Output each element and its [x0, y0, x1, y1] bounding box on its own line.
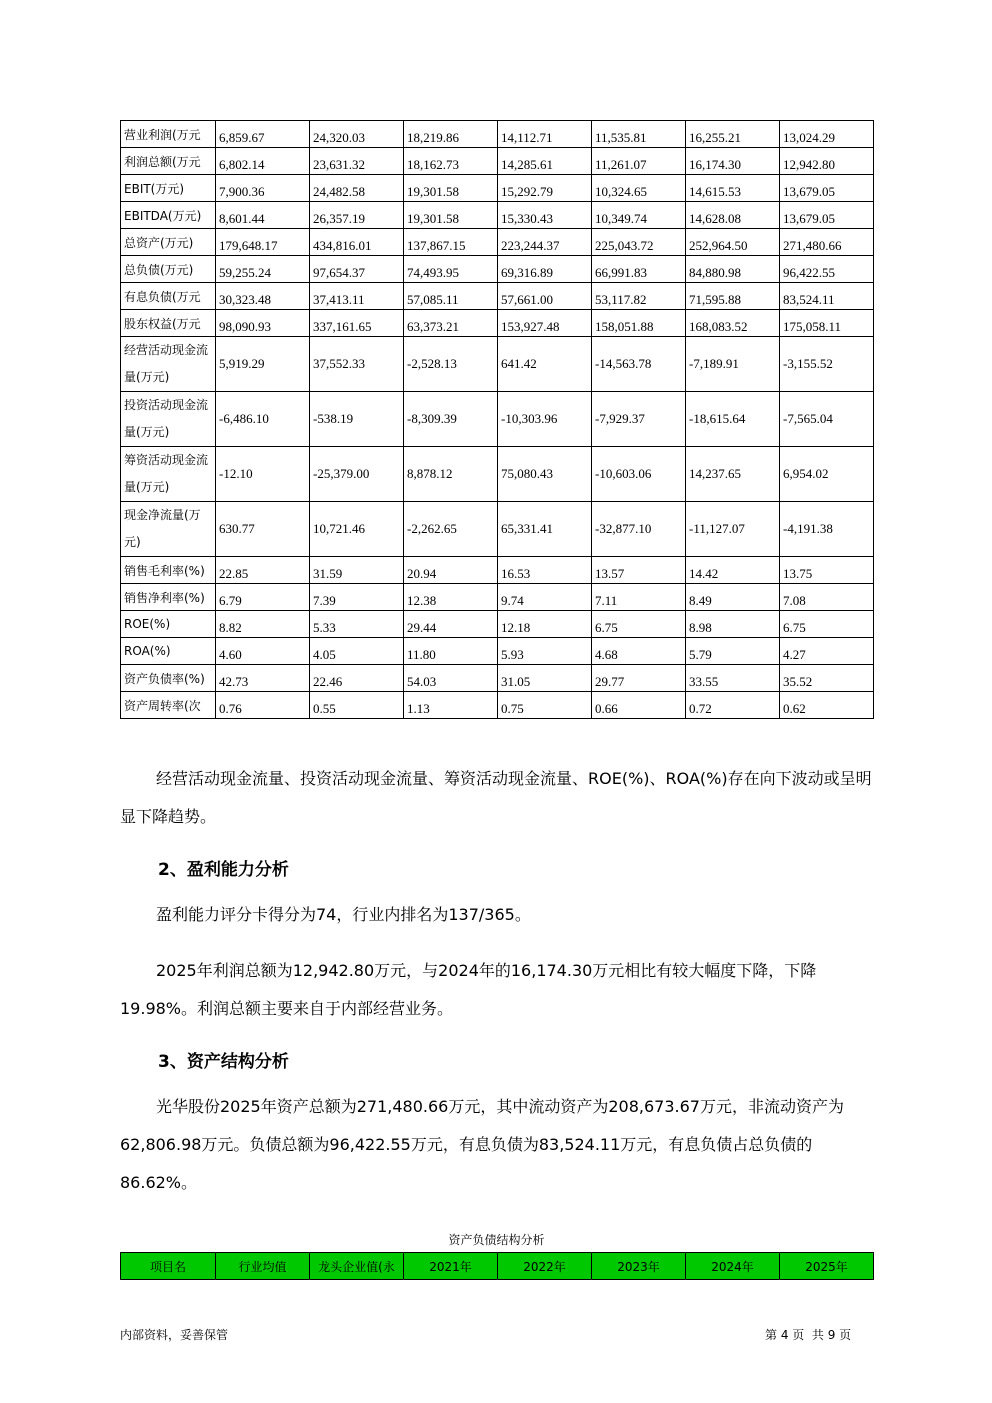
cell-value: 11,535.81: [592, 121, 686, 148]
cell-value: 223,244.37: [498, 229, 592, 256]
table-row: [121, 638, 874, 665]
cell-value: 26,357.19: [310, 202, 404, 229]
cell-value: 69,316.89: [498, 256, 592, 283]
cell-value: 6.75: [592, 611, 686, 638]
cell-value: 29.44: [404, 611, 498, 638]
cell-value: 271,480.66: [780, 229, 874, 256]
cell-value: 19,301.58: [404, 175, 498, 202]
cell-value: 1.13: [404, 692, 498, 719]
cell-value: -7,565.04: [780, 392, 874, 447]
cell-value: 5,919.29: [216, 337, 310, 392]
table-row: [121, 337, 874, 392]
cell-value: 18,219.86: [404, 121, 498, 148]
cell-value: 13,024.29: [780, 121, 874, 148]
cell-value: 22.85: [216, 557, 310, 584]
table-row: [121, 310, 874, 337]
cell-value: 6,802.14: [216, 148, 310, 175]
cell-value: -32,877.10: [592, 502, 686, 557]
column-header: 2024年: [686, 1253, 780, 1280]
cell-value: -6,486.10: [216, 392, 310, 447]
column-header: 2021年: [404, 1253, 498, 1280]
table-row: [121, 256, 874, 283]
table-row: [121, 447, 874, 502]
cell-value: -11,127.07: [686, 502, 780, 557]
cell-value: 337,161.65: [310, 310, 404, 337]
cell-value: 6.75: [780, 611, 874, 638]
row-label: ROE(%): [121, 611, 216, 638]
cell-value: 11.80: [404, 638, 498, 665]
cell-value: 13.75: [780, 557, 874, 584]
cell-value: 33.55: [686, 665, 780, 692]
cell-value: 9.74: [498, 584, 592, 611]
cell-value: 19,301.58: [404, 202, 498, 229]
row-label: 资产周转率(次: [121, 692, 216, 719]
cell-value: 4.05: [310, 638, 404, 665]
cell-value: 5.79: [686, 638, 780, 665]
cell-value: 16.53: [498, 557, 592, 584]
row-label: 有息负债(万元: [121, 283, 216, 310]
cell-value: 630.77: [216, 502, 310, 557]
cell-value: 15,292.79: [498, 175, 592, 202]
cell-value: 83,524.11: [780, 283, 874, 310]
cell-value: 0.76: [216, 692, 310, 719]
cell-value: 252,964.50: [686, 229, 780, 256]
cell-value: 18,162.73: [404, 148, 498, 175]
section-3-paragraph-1: 光华股份2025年资产总额为271,480.66万元，其中流动资产为208,673.67万元，非流动资产为62,806.98万元。负债总额为96,422.55万元，有息负债为83,524.11万元，有息负债占总负债的86.62%。: [120, 1097, 844, 1192]
cell-value: -2,262.65: [404, 502, 498, 557]
cell-value: 5.93: [498, 638, 592, 665]
cell-value: 42.73: [216, 665, 310, 692]
cell-value: 0.75: [498, 692, 592, 719]
cell-value: 12.18: [498, 611, 592, 638]
footer-left: 内部资料，妥善保管: [120, 1328, 229, 1342]
cell-value: 6,859.67: [216, 121, 310, 148]
cell-value: -12.10: [216, 447, 310, 502]
cell-value: 63,373.21: [404, 310, 498, 337]
row-label: 资产负债率(%): [121, 665, 216, 692]
row-label: 筹资活动现金流量(万元): [121, 447, 216, 502]
cell-value: 8,601.44: [216, 202, 310, 229]
cell-value: 153,927.48: [498, 310, 592, 337]
cell-value: 59,255.24: [216, 256, 310, 283]
cell-value: 8.49: [686, 584, 780, 611]
cell-value: 641.42: [498, 337, 592, 392]
cell-value: 4.27: [780, 638, 874, 665]
cell-value: 14,615.53: [686, 175, 780, 202]
cell-value: 8,878.12: [404, 447, 498, 502]
row-label: 销售净利率(%): [121, 584, 216, 611]
cell-value: 31.05: [498, 665, 592, 692]
cell-value: 74,493.95: [404, 256, 498, 283]
column-header: 2023年: [592, 1253, 686, 1280]
cell-value: 37,413.11: [310, 283, 404, 310]
cell-value: -18,615.64: [686, 392, 780, 447]
cell-value: 57,085.11: [404, 283, 498, 310]
cell-value: -8,309.39: [404, 392, 498, 447]
table-row: [121, 283, 874, 310]
table-row: [121, 202, 874, 229]
financial-indicator-table: [120, 120, 874, 719]
row-label: 销售毛利率(%): [121, 557, 216, 584]
cell-value: 0.66: [592, 692, 686, 719]
cell-value: 6,954.02: [780, 447, 874, 502]
cell-value: 16,174.30: [686, 148, 780, 175]
cell-value: -7,189.91: [686, 337, 780, 392]
cell-value: 14,112.71: [498, 121, 592, 148]
row-label: EBITDA(万元): [121, 202, 216, 229]
cell-value: 22.46: [310, 665, 404, 692]
cell-value: 15,330.43: [498, 202, 592, 229]
section-2-heading: 2、盈利能力分析: [158, 860, 289, 880]
cell-value: 98,090.93: [216, 310, 310, 337]
row-label: 利润总额(万元: [121, 148, 216, 175]
row-label: ROA(%): [121, 638, 216, 665]
cell-value: -4,191.38: [780, 502, 874, 557]
cell-value: 35.52: [780, 665, 874, 692]
table-row: [121, 121, 874, 148]
cell-value: 14.42: [686, 557, 780, 584]
cell-value: 225,043.72: [592, 229, 686, 256]
row-label: 投资活动现金流量(万元): [121, 392, 216, 447]
table-row: [121, 148, 874, 175]
cell-value: 24,320.03: [310, 121, 404, 148]
table-row: [121, 584, 874, 611]
cell-value: 13,679.05: [780, 175, 874, 202]
cell-value: 75,080.43: [498, 447, 592, 502]
cell-value: 10,324.65: [592, 175, 686, 202]
column-header: 龙头企业值(永: [310, 1253, 404, 1280]
cell-value: -14,563.78: [592, 337, 686, 392]
table-row: [121, 502, 874, 557]
cell-value: 7,900.36: [216, 175, 310, 202]
cell-value: 10,349.74: [592, 202, 686, 229]
cell-value: 14,628.08: [686, 202, 780, 229]
cell-value: 11,261.07: [592, 148, 686, 175]
cell-value: 66,991.83: [592, 256, 686, 283]
table-row: [121, 175, 874, 202]
cell-value: 13,679.05: [780, 202, 874, 229]
cell-value: 168,083.52: [686, 310, 780, 337]
cell-value: 30,323.48: [216, 283, 310, 310]
cell-value: 13.57: [592, 557, 686, 584]
cell-value: 65,331.41: [498, 502, 592, 557]
trend-paragraph: 经营活动现金流量、投资活动现金流量、筹资活动现金流量、ROE(%)、ROA(%)存在向下波动或呈明显下降趋势。: [120, 769, 872, 826]
cell-value: 23,631.32: [310, 148, 404, 175]
row-label: 营业利润(万元: [121, 121, 216, 148]
cell-value: 7.39: [310, 584, 404, 611]
row-label: 股东权益(万元: [121, 310, 216, 337]
cell-value: -2,528.13: [404, 337, 498, 392]
cell-value: 7.11: [592, 584, 686, 611]
cell-value: 4.60: [216, 638, 310, 665]
table-row: [121, 392, 874, 447]
cell-value: 6.79: [216, 584, 310, 611]
cell-value: -538.19: [310, 392, 404, 447]
cell-value: 14,285.61: [498, 148, 592, 175]
cell-value: 0.62: [780, 692, 874, 719]
column-header: 项目名: [121, 1253, 216, 1280]
column-header: 2025年: [780, 1253, 874, 1280]
row-label: 总资产(万元): [121, 229, 216, 256]
cell-value: 0.72: [686, 692, 780, 719]
table-row: [121, 665, 874, 692]
cell-value: 8.98: [686, 611, 780, 638]
cell-value: 20.94: [404, 557, 498, 584]
section-2-paragraph-1: 盈利能力评分卡得分为74，行业内排名为137/365。: [156, 905, 531, 924]
cell-value: 97,654.37: [310, 256, 404, 283]
cell-value: -10,603.06: [592, 447, 686, 502]
cell-value: 54.03: [404, 665, 498, 692]
cell-value: 7.08: [780, 584, 874, 611]
cell-value: 175,058.11: [780, 310, 874, 337]
row-label: 经营活动现金流量(万元): [121, 337, 216, 392]
footer-page-number: 第 4 页 共 9 页: [765, 1328, 852, 1342]
cell-value: 96,422.55: [780, 256, 874, 283]
cell-value: 29.77: [592, 665, 686, 692]
cell-value: 31.59: [310, 557, 404, 584]
cell-value: 24,482.58: [310, 175, 404, 202]
cell-value: 14,237.65: [686, 447, 780, 502]
cell-value: 37,552.33: [310, 337, 404, 392]
column-header: 2022年: [498, 1253, 592, 1280]
cell-value: 16,255.21: [686, 121, 780, 148]
cell-value: 158,051.88: [592, 310, 686, 337]
structure-table: [120, 1252, 874, 1280]
cell-value: 57,661.00: [498, 283, 592, 310]
section-2-paragraph-2: 2025年利润总额为12,942.80万元，与2024年的16,174.30万元相比有较大幅度下降，下降19.98%。利润总额主要来自于内部经营业务。: [120, 961, 817, 1018]
table-row: [121, 692, 874, 719]
section-3-heading: 3、资产结构分析: [158, 1052, 289, 1072]
row-label: 现金净流量(万元): [121, 502, 216, 557]
table-row: [121, 611, 874, 638]
cell-value: -25,379.00: [310, 447, 404, 502]
cell-value: 84,880.98: [686, 256, 780, 283]
cell-value: 53,117.82: [592, 283, 686, 310]
cell-value: 8.82: [216, 611, 310, 638]
row-label: EBIT(万元): [121, 175, 216, 202]
cell-value: 0.55: [310, 692, 404, 719]
cell-value: 71,595.88: [686, 283, 780, 310]
structure-table-header-row: [121, 1253, 874, 1280]
cell-value: 179,648.17: [216, 229, 310, 256]
cell-value: 4.68: [592, 638, 686, 665]
cell-value: 434,816.01: [310, 229, 404, 256]
cell-value: 12.38: [404, 584, 498, 611]
cell-value: -7,929.37: [592, 392, 686, 447]
cell-value: 5.33: [310, 611, 404, 638]
cell-value: 10,721.46: [310, 502, 404, 557]
column-header: 行业均值: [216, 1253, 310, 1280]
row-label: 总负债(万元): [121, 256, 216, 283]
table-row: [121, 229, 874, 256]
cell-value: 137,867.15: [404, 229, 498, 256]
structure-table-title: 资产负债结构分析: [448, 1233, 545, 1247]
cell-value: 12,942.80: [780, 148, 874, 175]
cell-value: -10,303.96: [498, 392, 592, 447]
table-row: [121, 557, 874, 584]
cell-value: -3,155.52: [780, 337, 874, 392]
